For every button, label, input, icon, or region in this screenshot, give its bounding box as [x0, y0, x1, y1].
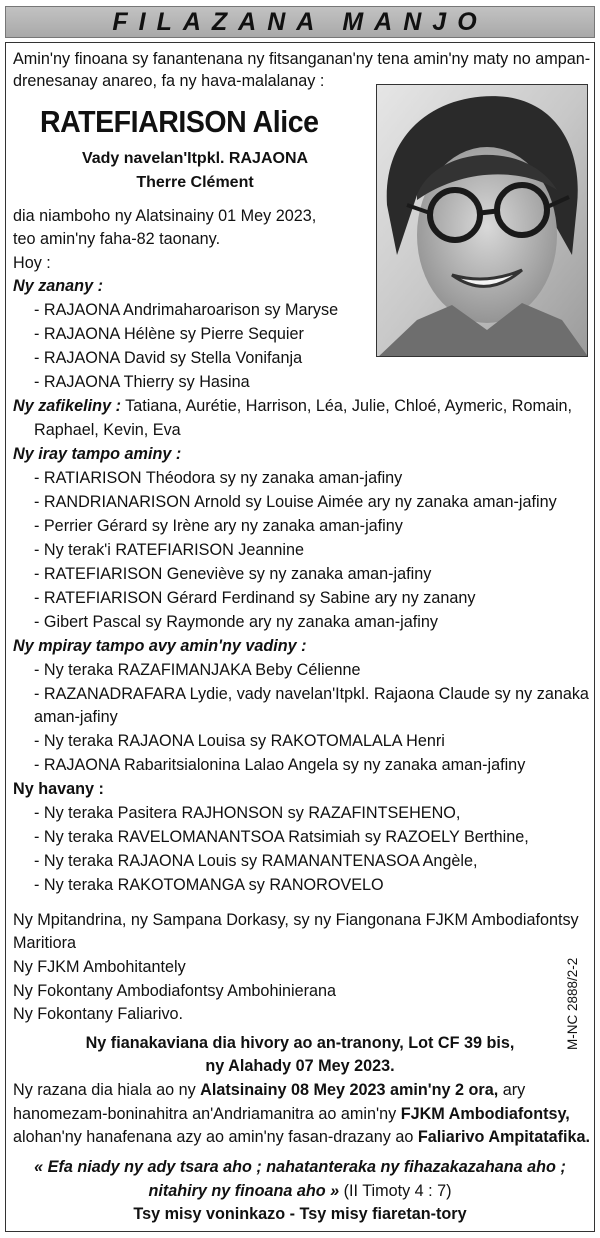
burial-datetime: Alatsinainy 08 Mey 2023 amin'ny 2 ora, — [200, 1081, 499, 1099]
list-item: - RAJAONA Rabaritsialonina Lalao Angela sy ny zanaka aman-jafiny — [34, 756, 526, 774]
burial-text: Ny razana dia hiala ao ny — [13, 1081, 201, 1099]
list-item: - Ny teraka RAVELOMANANTSOA Ratsimiah sy RAZOELY Berthine, — [34, 828, 529, 846]
list-item: - RATIARISON Théodora sy ny zanaka aman-jafiny — [34, 469, 403, 487]
org-line: Ny Mpitandrina, ny Sampana Dorkasy, sy ny Fiangonana FJKM Ambodiafontsy — [13, 911, 579, 929]
portrait-icon — [377, 85, 588, 357]
burial-line-1 — [13, 1080, 525, 1100]
list-item: - RANDRIANARISON Arnold sy Louise Aimée ary ny zanaka aman-jafiny — [34, 493, 557, 511]
list-item: - RAJAONA Thierry sy Hasina — [34, 373, 250, 391]
grandchildren-names-cont: Raphael, Kevin, Eva — [34, 421, 181, 439]
grandchildren-names: Tatiana, Aurétie, Harrison, Léa, Julie, Chloé, Aymeric, Romain, — [120, 397, 573, 415]
notice-header — [5, 6, 595, 38]
list-item: - Perrier Gérard sy Irène ary ny zanaka aman-jafiny — [34, 517, 403, 535]
intro-line-1: Amin'ny finoana sy fanantenana ny fitsanganan'ny tena amin'ny maty no ampan- — [13, 50, 591, 68]
burial-text: alohan'ny hanafenana azy ao amin'ny fasan-drazany ao — [13, 1128, 418, 1146]
intro-line-2: drenesanay anareo, fa ny hava-malalanay : — [13, 72, 325, 90]
verse-line-1: « Efa niady ny ady tsara aho ; nahatanteraka ny fihazakazahana aho ; — [34, 1158, 566, 1176]
siblings-heading: Ny iray tampo aminy : — [13, 445, 182, 463]
grandchildren-heading: Ny zafikeliny : — [13, 397, 121, 415]
org-line: Ny Fokontany Ambodiafontsy Ambohinierana — [13, 982, 337, 1000]
grandchildren-line — [13, 396, 572, 416]
burial-place: Faliarivo Ampitatafika. — [417, 1128, 590, 1146]
wake-line-2: ny Alahady 07 Mey 2023. — [205, 1057, 395, 1075]
closing-line: Tsy misy voninkazo - Tsy misy fiaretan-tory — [133, 1205, 467, 1223]
list-item: - RAZANADRAFARA Lydie, vady navelan'Itpkl. Rajaona Claude sy ny zanaka — [34, 685, 589, 703]
children-heading: Ny zanany : — [13, 277, 103, 295]
list-item: aman-jafiny — [34, 708, 118, 726]
list-item: - Ny teraka Pasitera RAJHONSON sy RAZAFINTSEHENO, — [34, 804, 461, 822]
verse-text: nitahiry ny finoana aho » — [148, 1182, 340, 1200]
list-item: - Gibert Pascal sy Raymonde ary ny zanaka aman-jafiny — [34, 613, 438, 631]
header-title: FILAZANA MANJO — [112, 7, 488, 36]
list-item: - Ny teraka RAJAONA Louis sy RAMANANTENASOA Angèle, — [34, 852, 478, 870]
in-laws-heading: Ny mpiray tampo avy amin'ny vadiny : — [13, 637, 307, 655]
death-age-line: teo amin'ny faha-82 taonany. — [13, 230, 221, 248]
burial-line-2 — [13, 1104, 570, 1124]
death-date-line: dia niamboho ny Alatsinainy 01 Mey 2023, — [13, 207, 317, 225]
org-line: Maritiora — [13, 934, 76, 952]
list-item: - Ny teraka RAJAONA Louisa sy RAKOTOMALALA Henri — [34, 732, 445, 750]
list-item: - RATEFIARISON Gérard Ferdinand sy Sabine ary ny zanany — [34, 589, 476, 607]
list-item: - RATEFIARISON Geneviève sy ny zanaka aman-jafiny — [34, 565, 432, 583]
verse-line-2 — [5, 1181, 595, 1201]
burial-line-3 — [13, 1127, 590, 1147]
deceased-subtitle-2: Therre Clément — [136, 174, 254, 191]
burial-text: ary — [498, 1081, 526, 1099]
relatives-heading: Ny havany : — [13, 780, 104, 798]
wake-line-1: Ny fianakaviana dia hivory ao an-tranony, Lot CF 39 bis, — [85, 1034, 515, 1052]
verse-citation: (II Timoty 4 : 7) — [339, 1182, 452, 1200]
org-line: Ny Fokontany Faliarivo. — [13, 1005, 184, 1023]
list-item: - Ny teraka RAZAFIMANJAKA Beby Célienne — [34, 661, 361, 679]
list-item: - Ny terak'i RATEFIARISON Jeannine — [34, 541, 304, 559]
list-item: - RAJAONA David sy Stella Vonifanja — [34, 349, 303, 367]
list-item: - RAJAONA Hélène sy Pierre Sequier — [34, 325, 304, 343]
list-item: - Ny teraka RAKOTOMANGA sy RANOROVELO — [34, 876, 384, 894]
burial-church: FJKM Ambodiafontsy, — [400, 1105, 570, 1123]
reference-code: M-NC 2888/2-2 — [565, 957, 580, 1050]
org-line: Ny FJKM Ambohitantely — [13, 958, 186, 976]
portrait-photo — [376, 84, 588, 357]
hoy-line: Hoy : — [13, 254, 51, 272]
deceased-subtitle-1: Vady navelan'Itpkl. RAJAONA — [81, 150, 309, 167]
deceased-name: RATEFIARISON Alice — [40, 104, 319, 139]
burial-text: hanomezam-boninahitra an'Andriamanitra ao amin'ny — [13, 1105, 401, 1123]
list-item: - RAJAONA Andrimaharoarison sy Maryse — [34, 301, 339, 319]
